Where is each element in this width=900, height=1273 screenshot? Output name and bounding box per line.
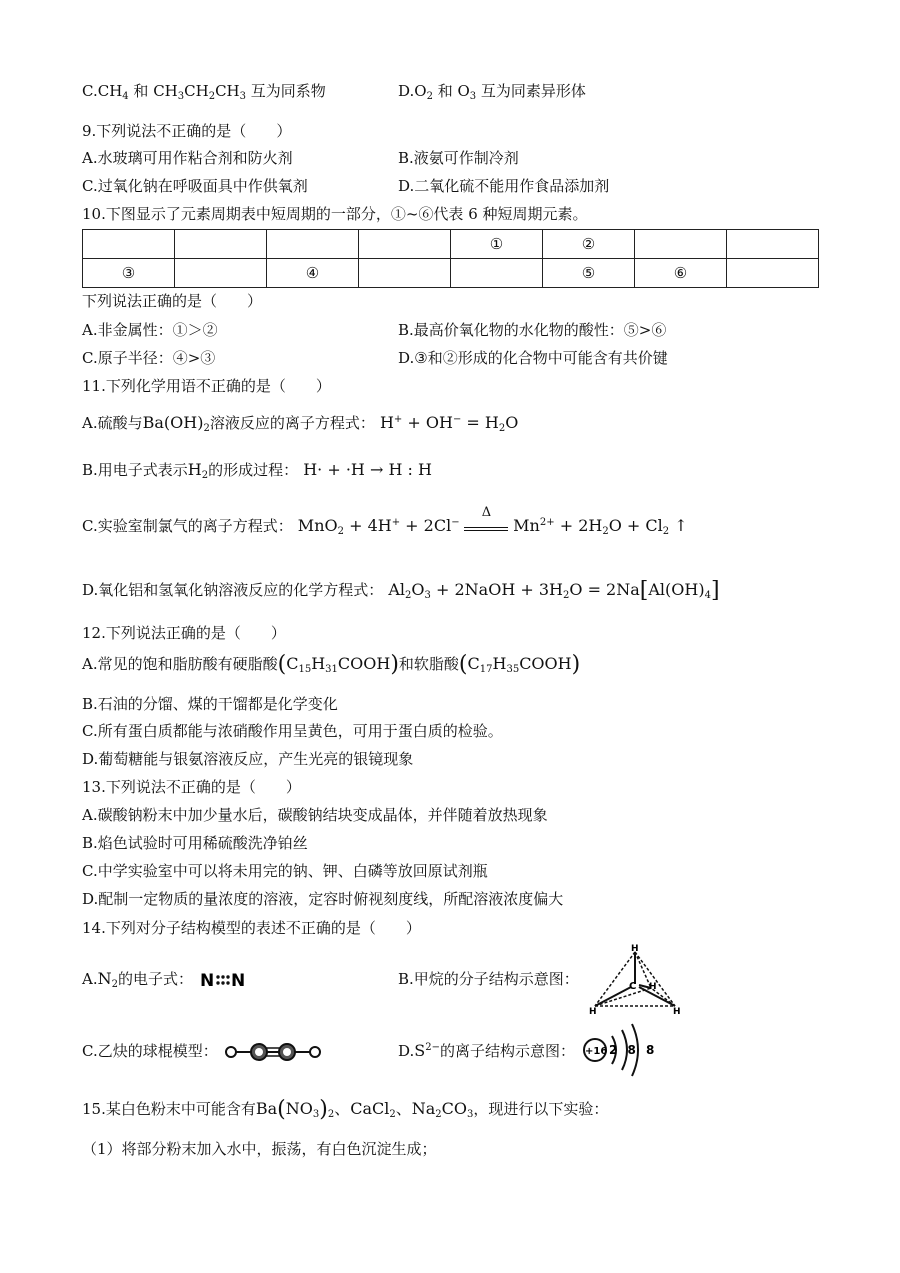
- option-8d: $D.O_2$ 和 $O_3$ 互为同素异形体: [398, 82, 586, 102]
- sulfur-nucleus-label: +16: [585, 1046, 608, 1057]
- question-9: 9.下列说法不正确的是（ ）: [82, 122, 292, 140]
- option-12c: C.所有蛋白质都能与浓硝酸作用呈黄色，可用于蛋白质的检验。: [82, 722, 503, 740]
- pt-cell: [359, 259, 451, 288]
- methane-c-label: C: [629, 981, 637, 992]
- methane-structure-diagram: [585, 942, 685, 1018]
- option-12a: A.常见的饱和脂肪酸有硬脂酸$(C_{15}H_{31}COOH)$和软脂酸$(C_{17}H_{35}COOH)$: [82, 652, 581, 677]
- option-13c: C.中学实验室中可以将未用完的钠、钾、白磷等放回原试剂瓶: [82, 862, 488, 880]
- methane-h-label: H: [589, 1007, 597, 1017]
- pt-cell: ①: [451, 230, 543, 259]
- option-8c: $C.CH_4$ 和 $CH_3CH_2CH_3$ 互为同系物: [82, 82, 326, 102]
- question-15-step-1: （1）将部分粉末加入水中，振荡，有白色沉淀生成；: [82, 1140, 437, 1158]
- option-14d: $D.S^{2-}$的离子结构示意图：: [398, 1041, 575, 1060]
- svg-text:N: N: [199, 971, 215, 991]
- methane-h-label: H: [649, 982, 657, 992]
- option-11b: B.用电子式表示$H_2$的形成过程： H· + ·H → H : H: [82, 460, 432, 481]
- pt-cell: ⑥: [635, 259, 727, 288]
- pt-cell: [451, 259, 543, 288]
- option-10c: C.原子半径：④>③: [82, 349, 216, 367]
- option-10d: D.③和②形成的化合物中可能含有共价键: [398, 349, 668, 367]
- methane-h-label: H: [631, 944, 639, 954]
- option-9d: D.二氧化硫不能用作食品添加剂: [398, 177, 610, 195]
- option-14a: $A.N_2$的电子式： N N: [82, 969, 246, 991]
- question-15: 15.某白色粉末中可能含有$Ba(NO_3)_2$、CaCl$_2$、$Na_2CO_3$，现进行以下实验：: [82, 1097, 609, 1122]
- pt-cell: [635, 230, 727, 259]
- sulfur-ion-structure-diagram: [582, 1018, 658, 1082]
- option-10b: B.最高价氧化物的水化物的酸性：⑤>⑥: [398, 321, 667, 339]
- question-11: 11.下列化学用语不正确的是（ ）: [82, 377, 331, 395]
- n2-electron-formula-icon: [198, 969, 246, 991]
- pt-cell: [359, 230, 451, 259]
- question-10-stem: 下列说法正确的是（ ）: [82, 292, 263, 310]
- sulfur-shells-label: 2 8 8: [609, 1043, 658, 1057]
- option-14b: B.甲烷的分子结构示意图：: [398, 970, 579, 988]
- acetylene-ball-stick-icon: [223, 1042, 323, 1062]
- question-14: 14.下列对分子结构模型的表述不正确的是（ ）: [82, 919, 421, 937]
- option-10a: A.非金属性：①＞②: [82, 321, 218, 339]
- pt-cell: ③: [83, 259, 175, 288]
- methane-h-label: H: [673, 1007, 681, 1017]
- option-13d: D.配制一定物质的量浓度的溶液，定容时俯视刻度线，所配溶液浓度偏大: [82, 890, 564, 908]
- option-12b: B.石油的分馏、煤的干馏都是化学变化: [82, 695, 338, 713]
- option-12d: D.葡萄糖能与银氨溶液反应，产生光亮的银镜现象: [82, 750, 414, 768]
- option-11c: C.实验室制氯气的离子方程式： MnO$_2$ + 4H+ + 2Cl− Δ $Mn^{2+} + 2H_2O + Cl_2$ ↑: [82, 505, 688, 537]
- svg-text:N: N: [230, 971, 246, 991]
- option-11a: A.硫酸与$Ba(OH)_2$溶液反应的离子方程式： $H^+ + OH^- = H_2O$: [82, 413, 519, 434]
- pt-cell: ②: [543, 230, 635, 259]
- pt-cell: [83, 230, 175, 259]
- pt-cell: [727, 230, 819, 259]
- option-9c: C.过氧化钠在呼吸面具中作供氧剂: [82, 177, 308, 195]
- option-9b: B.液氨可作制冷剂: [398, 149, 519, 167]
- pt-cell: [267, 230, 359, 259]
- pt-cell: [727, 259, 819, 288]
- question-12: 12.下列说法正确的是（ ）: [82, 624, 286, 642]
- question-10: 10.下图显示了元素周期表中短周期的一部分，①~⑥代表 6 种短周期元素。: [82, 205, 588, 223]
- option-11d: D.氧化铝和氢氧化钠溶液反应的化学方程式： $Al_2O_3$ + 2NaOH + $3H_2O = 2Na[Al(OH)_4]$: [82, 578, 720, 603]
- option-13a: A.碳酸钠粉末中加少量水后，碳酸钠结块变成晶体，并伴随着放热现象: [82, 806, 548, 824]
- pt-cell: ⑤: [543, 259, 635, 288]
- option-9a: A.水玻璃可用作粘合剂和防火剂: [82, 149, 293, 167]
- pt-cell: [175, 230, 267, 259]
- pt-cell: ④: [267, 259, 359, 288]
- pt-cell: [175, 259, 267, 288]
- option-13b: B.焰色试验时可用稀硫酸洗净铂丝: [82, 834, 308, 852]
- option-14c: C.乙炔的球棍模型：: [82, 1040, 323, 1062]
- question-13: 13.下列说法不正确的是（ ）: [82, 778, 301, 796]
- periodic-table-fragment: [82, 229, 819, 288]
